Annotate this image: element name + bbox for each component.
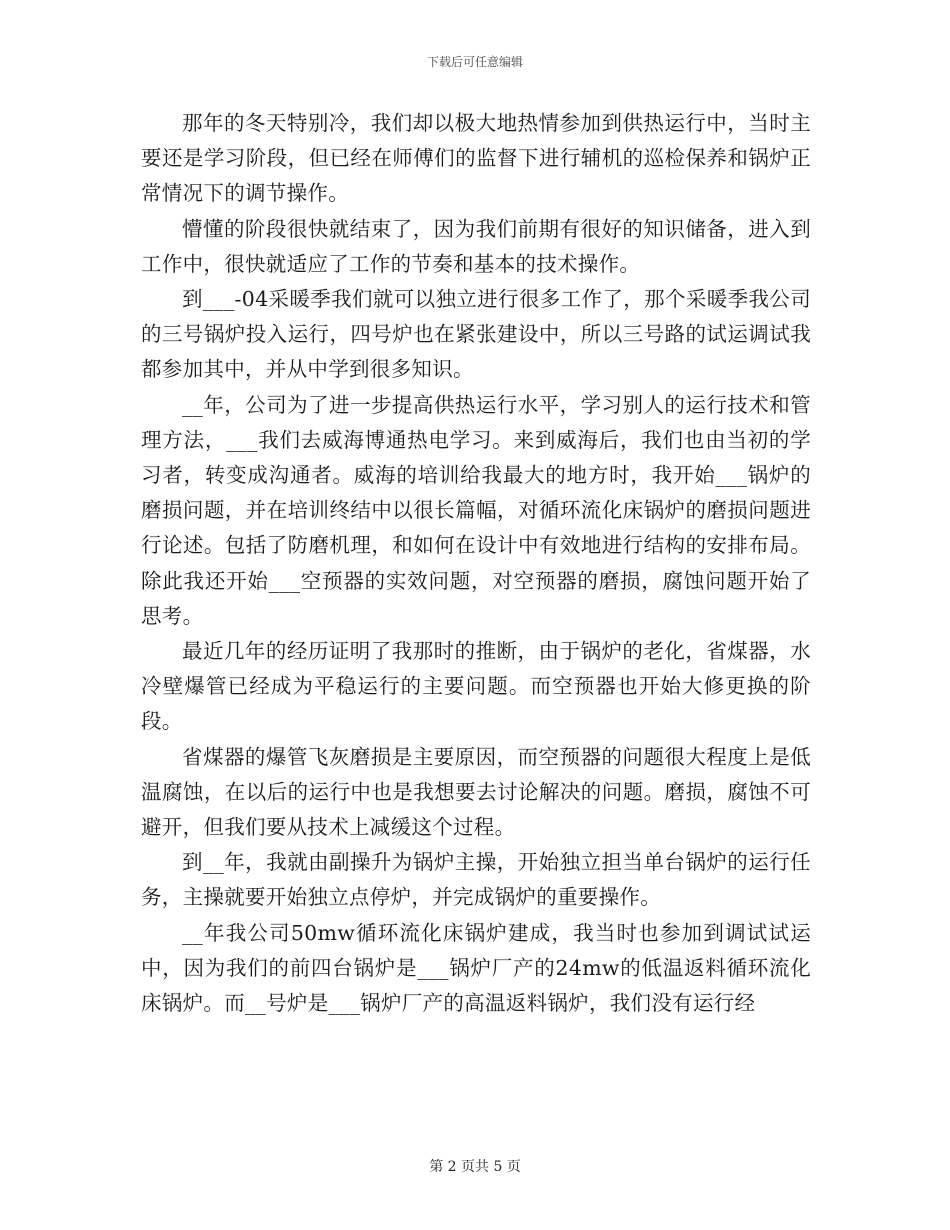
paragraph: 省煤器的爆管飞灰磨损是主要原因，而空预器的问题很大程度上是低温腐蚀，在以后的运行中也是我想要去讨论解决的问题。磨损，腐蚀不可避开，但我们要从技术上减缓这个过程。	[141, 744, 811, 840]
paragraph: 那年的冬天特别冷，我们却以极大地热情参加到供热运行中，当时主要还是学习阶段，但已经在师傅们的监督下进行辅机的巡检保养和锅炉正常情况下的调节操作。	[141, 111, 811, 206]
paragraph: 最近几年的经历证明了我那时的推断，由于锅炉的老化，省煤器，水冷壁爆管已经成为平稳运行的主要问题。而空预器也开始大修更换的阶段。	[141, 639, 811, 734]
paragraph: 到__年，我就由副操升为锅炉主操，开始独立担当单台锅炉的运行任务，主操就要开始独立点停炉，并完成锅炉的重要操作。	[141, 850, 811, 910]
page-number-footer: 第 2 页共 5 页	[429, 1159, 521, 1175]
paragraph: __年我公司50mw循环流化床锅炉建成，我当时也参加到调试试运中，因为我们的前四台锅炉是___锅炉厂产的24mw的低温返料循环流化床锅炉。而__号炉是___锅炉厂产的高温返料锅炉，我们没有运行经	[141, 920, 811, 1016]
paragraph: __年，公司为了进一步提高供热运行水平，学习别人的运行技术和管理方法，___我们去威海博通热电学习。来到威海后，我们也由当初的学习者，转变成沟通者。威海的培训给我最大的地方时，我开始___锅炉的磨损问题，并在培训终结中以很长篇幅，对循环流化床锅炉的磨损问题进行论述。包括了防磨机理，和如何在设计中有效地进行结构的安排布局。除此我还开始___空预器的实效问题，对空预器的磨损，腐蚀问题开始了思考。	[141, 392, 811, 628]
page-header: 下载后可任意编辑	[426, 55, 523, 69]
document-body	[141, 106, 811, 1021]
paragraph: 懵懂的阶段很快就结束了，因为我们前期有很好的知识储备，进入到工作中，很快就适应了工作的节奏和基本的技术操作。	[141, 216, 811, 276]
paragraph: 到___-04采暖季我们就可以独立进行很多工作了，那个采暖季我公司的三号锅炉投入运行，四号炉也在紧张建设中，所以三号路的试运调试我都参加其中，并从中学到很多知识。	[141, 287, 811, 382]
